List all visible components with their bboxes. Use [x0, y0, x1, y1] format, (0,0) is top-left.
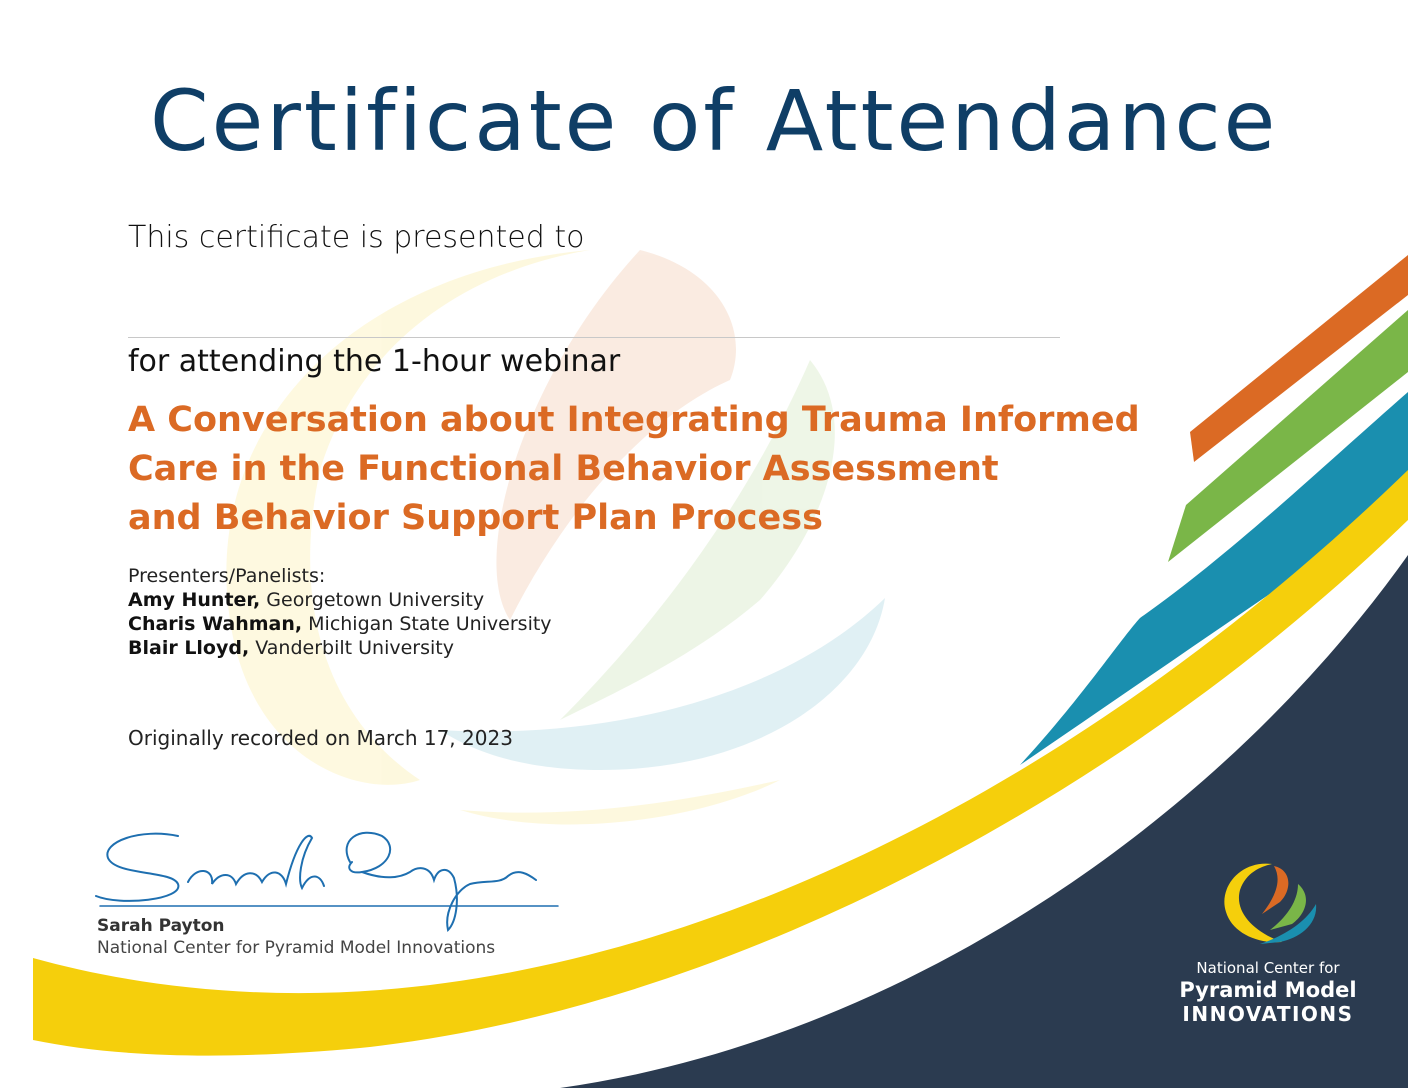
recipient-name-line: [128, 337, 1060, 338]
logo-line-1: National Center for: [1196, 959, 1340, 977]
presented-to-text: This certificate is presented to: [128, 220, 585, 255]
presenter-affiliation: Michigan State University: [308, 613, 552, 635]
presenter-name: Blair Lloyd,: [128, 637, 250, 659]
webinar-title: [128, 396, 1140, 543]
signer-organization: National Center for Pyramid Model Innovations: [97, 938, 496, 958]
presenter-name: Amy Hunter,: [128, 589, 261, 611]
webinar-title-line: and Behavior Support Plan Process: [128, 498, 823, 538]
presenter-row: [128, 612, 552, 636]
presenter-row: [128, 588, 552, 612]
presenter-affiliation: Georgetown University: [266, 589, 485, 611]
presenter-name: Charis Wahman,: [128, 613, 303, 635]
logo-wordmark: [1170, 958, 1366, 1026]
certificate-title: Certificate of Attendance: [150, 72, 1279, 170]
webinar-title-line: Care in the Functional Behavior Assessment: [128, 449, 999, 489]
logo-line-2: Pyramid Model: [1179, 978, 1357, 1002]
webinar-title-line: A Conversation about Integrating Trauma Informed: [128, 400, 1140, 440]
signer-name: Sarah Payton: [97, 916, 225, 936]
attending-text: for attending the 1-hour webinar: [128, 344, 621, 379]
presenters-list: [128, 564, 552, 660]
presenter-affiliation: Vanderbilt University: [255, 637, 454, 659]
recorded-date-text: Originally recorded on March 17, 2023: [128, 726, 513, 750]
presenters-heading: Presenters/Panelists:: [128, 565, 326, 587]
presenter-row: [128, 636, 552, 660]
logo-line-3: INNOVATIONS: [1182, 1002, 1354, 1026]
